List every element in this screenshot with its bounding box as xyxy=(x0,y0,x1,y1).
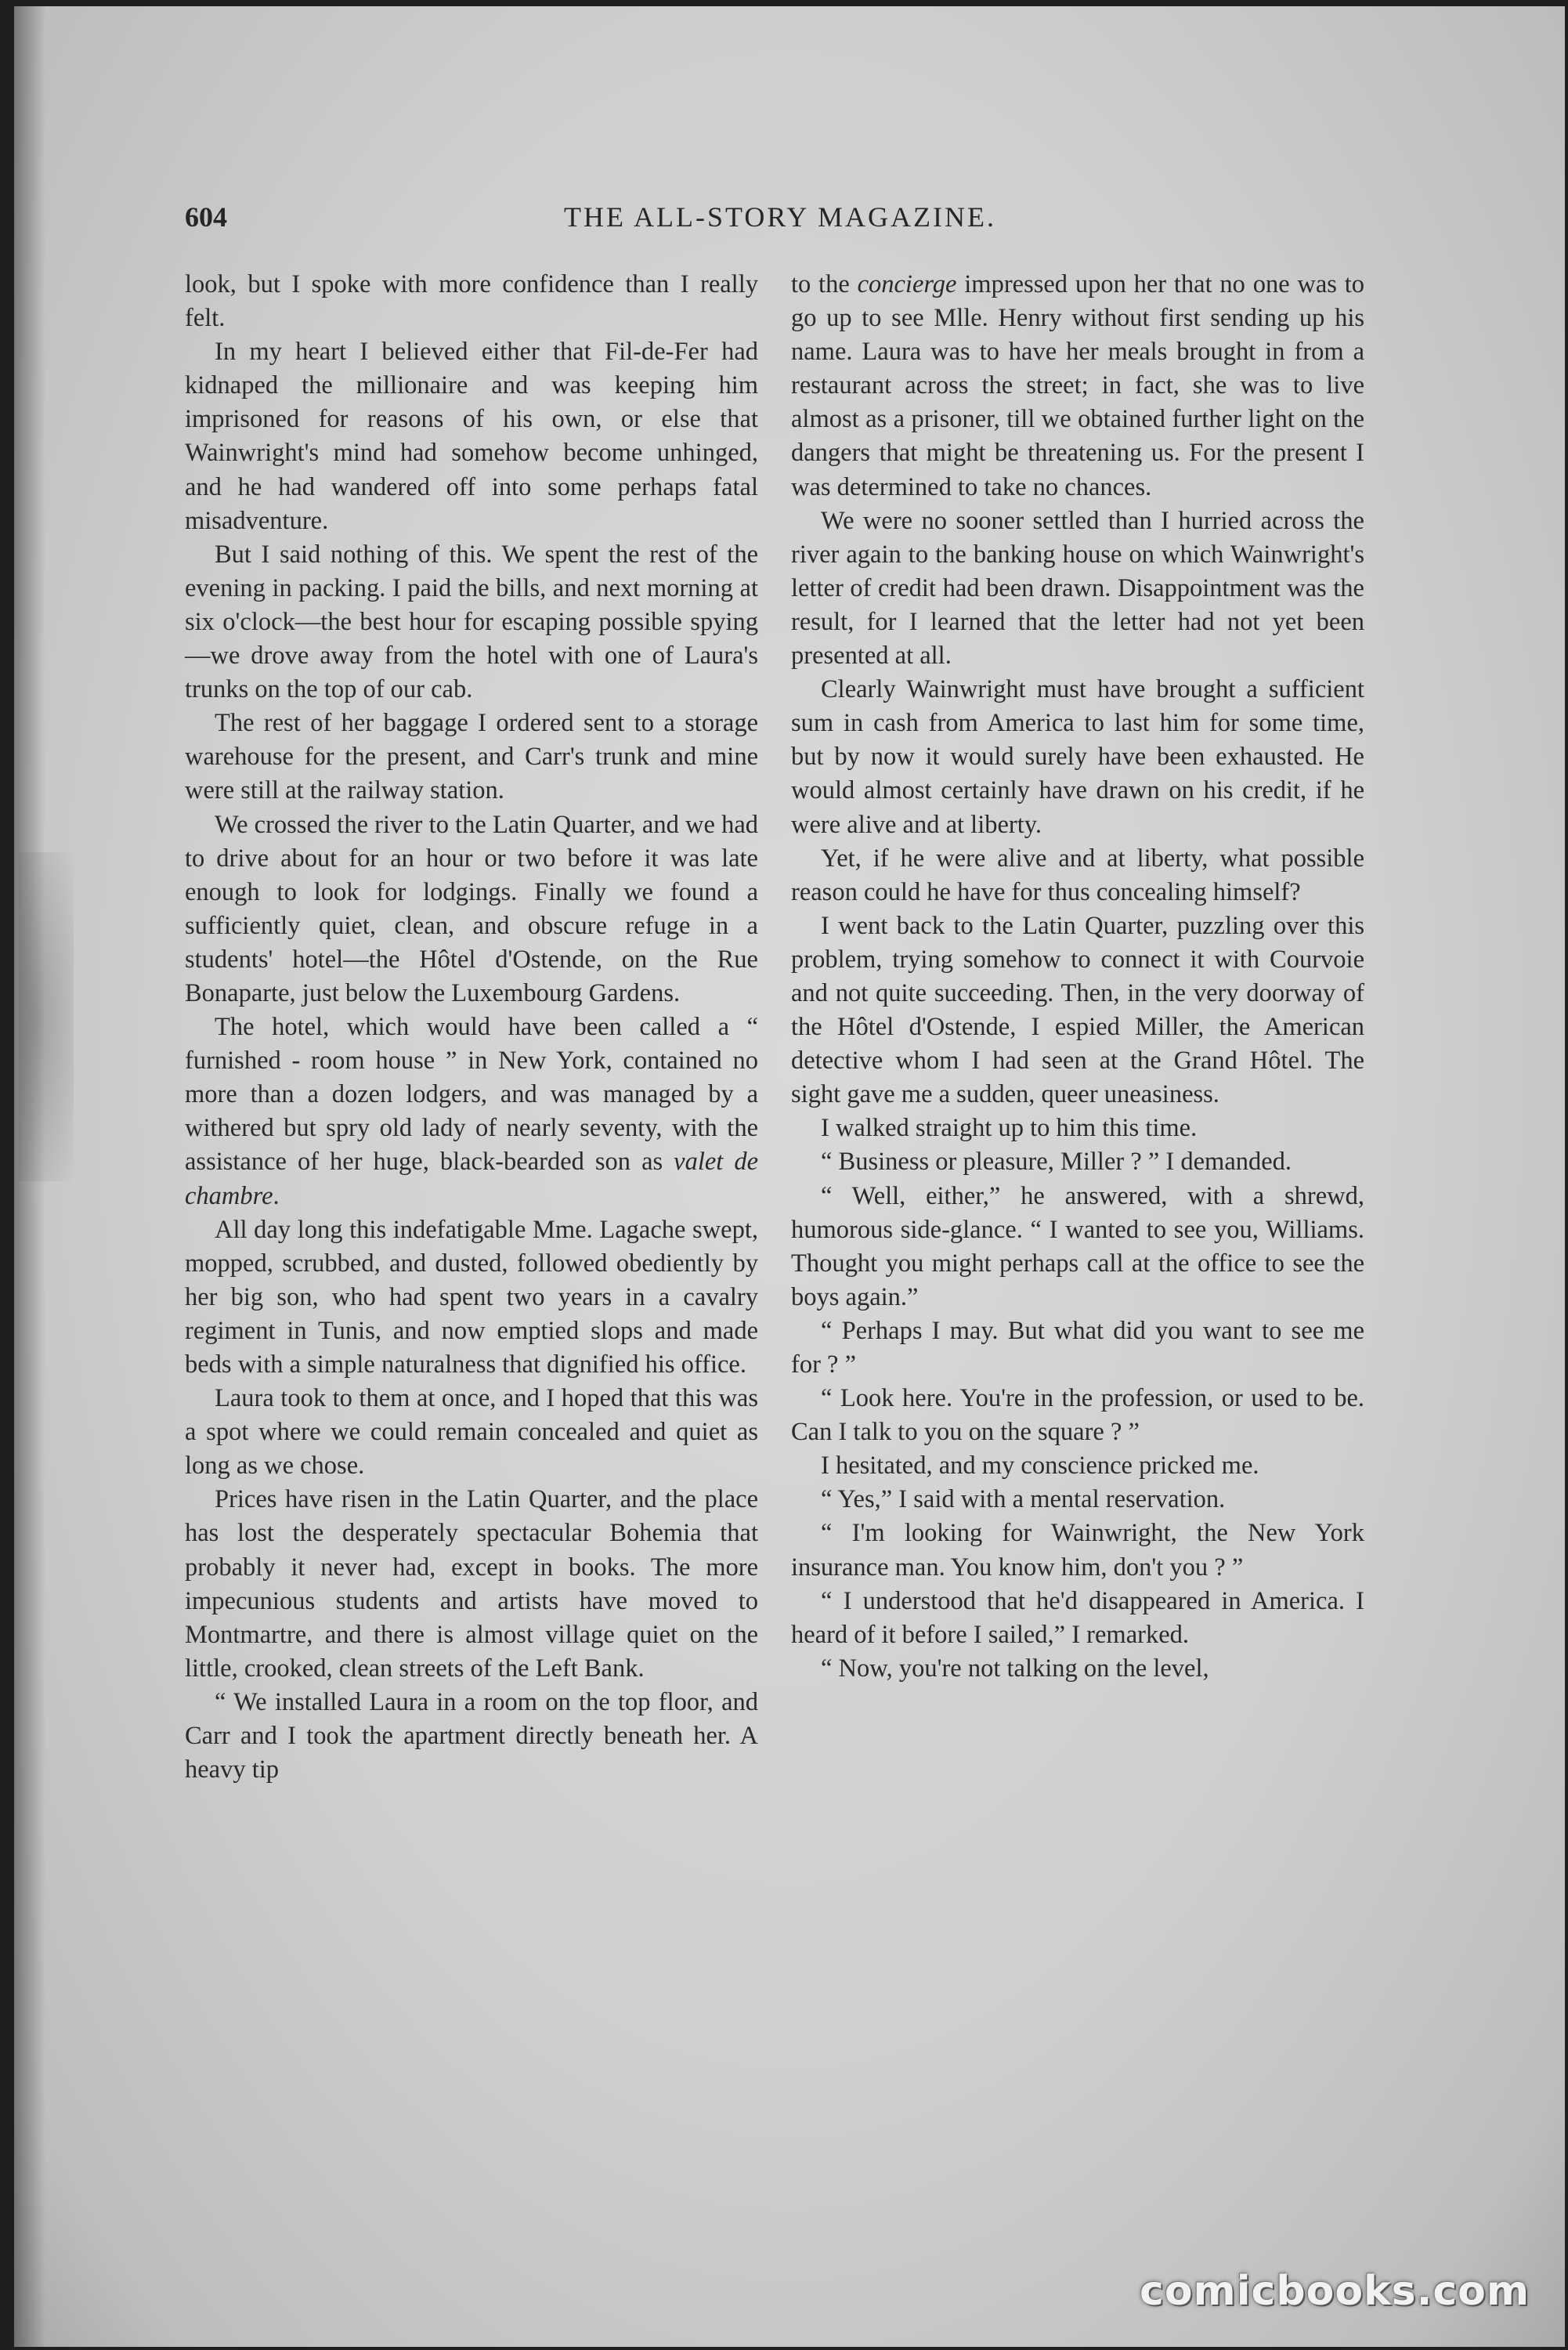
paragraph: “ I'm looking for Wainwright, the New York insurance man. You know him, don't you ? ” xyxy=(791,1519,1364,1582)
right-text-column xyxy=(791,268,1364,2211)
paragraph: “ Yes,” I said with a mental reservation. xyxy=(821,1485,1226,1514)
paragraph: “ I understood that he'd disappeared in America. I heard of it before I sailed,” I remarked. xyxy=(791,1586,1364,1649)
continued-paragraph xyxy=(791,268,1364,504)
watermark-logo: comicbooks.com xyxy=(1140,2268,1530,2315)
paragraph: “ Now, you're not talking on the level, xyxy=(821,1654,1209,1683)
paragraph: “ Business or pleasure, Miller ? ” I demanded. xyxy=(821,1148,1292,1177)
paragraph: In my heart I believed either that Fil-de-Fer had kidnaped the millionaire and was keeping him imprisoned for reasons of his own, or else that Wainwright's mind had somehow become unhinged, and he had wandered off into some perhaps fatal misadventure. xyxy=(185,338,758,535)
paragraph: We were no sooner settled than I hurried across the river again to the banking house on which Wainwright's letter of credit had been drawn. Disappointment was the result, for I learned that the letter had not yet been presented at all. xyxy=(791,506,1364,671)
paragraph: Laura took to them at once, and I hoped that this was a spot where we could remain concealed and quiet as long as we chose. xyxy=(185,1384,758,1480)
italic-phrase: concierge xyxy=(857,270,957,298)
left-text-column xyxy=(185,268,758,2211)
paragraph: Clearly Wainwright must have brought a sufficient sum in cash from America to last him for some time, but by now it would surely have been exhausted. He would almost certainly have drawn on his credit, if he were alive and at liberty. xyxy=(791,675,1364,839)
page-header xyxy=(185,201,1375,238)
paragraph-text: impressed upon her that no one was to go up to see Mlle. Henry without first sending up his name. Laura was to have her meals brought in from a restaurant across the street; in fact, she was to live almost as a prisoner, till we obtained further light on the dangers that might be threatening us. For the present I was determined to take no chances. xyxy=(791,270,1365,501)
paragraph: But I said nothing of this. We spent the rest of the evening in packing. I paid the bills, and next morning at six o'clock—the best hour for escaping possible spying—we drove away from the hotel with one of Laura's trunks on the top of our cab. xyxy=(185,540,758,704)
paragraph: “ We installed Laura in a room on the top floor, and Carr and I took the apartment directly beneath her. A heavy tip xyxy=(185,1687,758,1784)
paragraph: I went back to the Latin Quarter, puzzling over this problem, trying somehow to connect it with Courvoie and not quite succeeding. Then, in the very doorway of the Hôtel d'Ostende, I espied Miller, the American detective whom I had seen at the Grand Hôtel. The sight gave me a sudden, queer uneasiness. xyxy=(791,911,1364,1109)
paragraph: We crossed the river to the Latin Quarter, and we had to drive about for an hour or two before it was late enough to look for lodgings. Finally we found a sufficiently quiet, clean, and obscure refuge in a students' hotel—the Hôtel d'Ostende, on the Rue Bonaparte, just below the Luxembourg Gardens. xyxy=(185,810,758,1007)
paragraph: “ Perhaps I may. But what did you want to see me for ? ” xyxy=(791,1316,1364,1379)
paragraph: “ Look here. You're in the profession, or used to be. Can I talk to you on the square ? ” xyxy=(791,1384,1364,1447)
magazine-page xyxy=(14,6,1565,2347)
continued-paragraph: look, but I spoke with more confidence than I really felt. xyxy=(185,270,758,333)
paragraph xyxy=(185,1010,758,1213)
paragraph: I hesitated, and my conscience pricked me. xyxy=(821,1452,1259,1480)
paragraph-text: The hotel, which would have been called a “ furnished - room house ” in New York, contained no more than a dozen lodgers, and was managed by a withered but spry old lady of nearly seventy, with the assistance of her huge, black-bearded son as xyxy=(185,1013,758,1177)
paragraph: “ Well, either,” he answered, with a shrewd, humorous side-glance. “ I wanted to see you, Williams. Thought you might perhaps call at the office to see the boys again.” xyxy=(791,1181,1364,1311)
paper-stain xyxy=(19,852,74,1181)
paragraph-text: . xyxy=(273,1181,280,1210)
running-title: THE ALL-STORY MAGAZINE. xyxy=(564,201,996,233)
page-number: 604 xyxy=(185,201,227,233)
paragraph: Prices have risen in the Latin Quarter, and the place has lost the desperately spectacular Bohemia that probably it never had, except in books. The more impecunious students and artists have moved to Montmartre, and there is almost village quiet on the little, crooked, clean streets of the Left Bank. xyxy=(185,1485,758,1683)
paragraph-text: to the xyxy=(791,270,858,298)
paragraph: The rest of her baggage I ordered sent to a storage warehouse for the present, and Carr's trunk and mine were still at the railway station. xyxy=(185,709,758,805)
paragraph: All day long this indefatigable Mme. Lagache swept, mopped, scrubbed, and dusted, followed obediently by her big son, who had spent two years in a cavalry regiment in Tunis, and now emptied slops and made beds with a simple naturalness that dignified his office. xyxy=(185,1215,758,1379)
italic-phrase: valet de chambre xyxy=(185,1148,758,1210)
paragraph: I walked straight up to him this time. xyxy=(821,1114,1198,1143)
paragraph: Yet, if he were alive and at liberty, what possible reason could he have for thus concealing himself? xyxy=(791,844,1364,906)
